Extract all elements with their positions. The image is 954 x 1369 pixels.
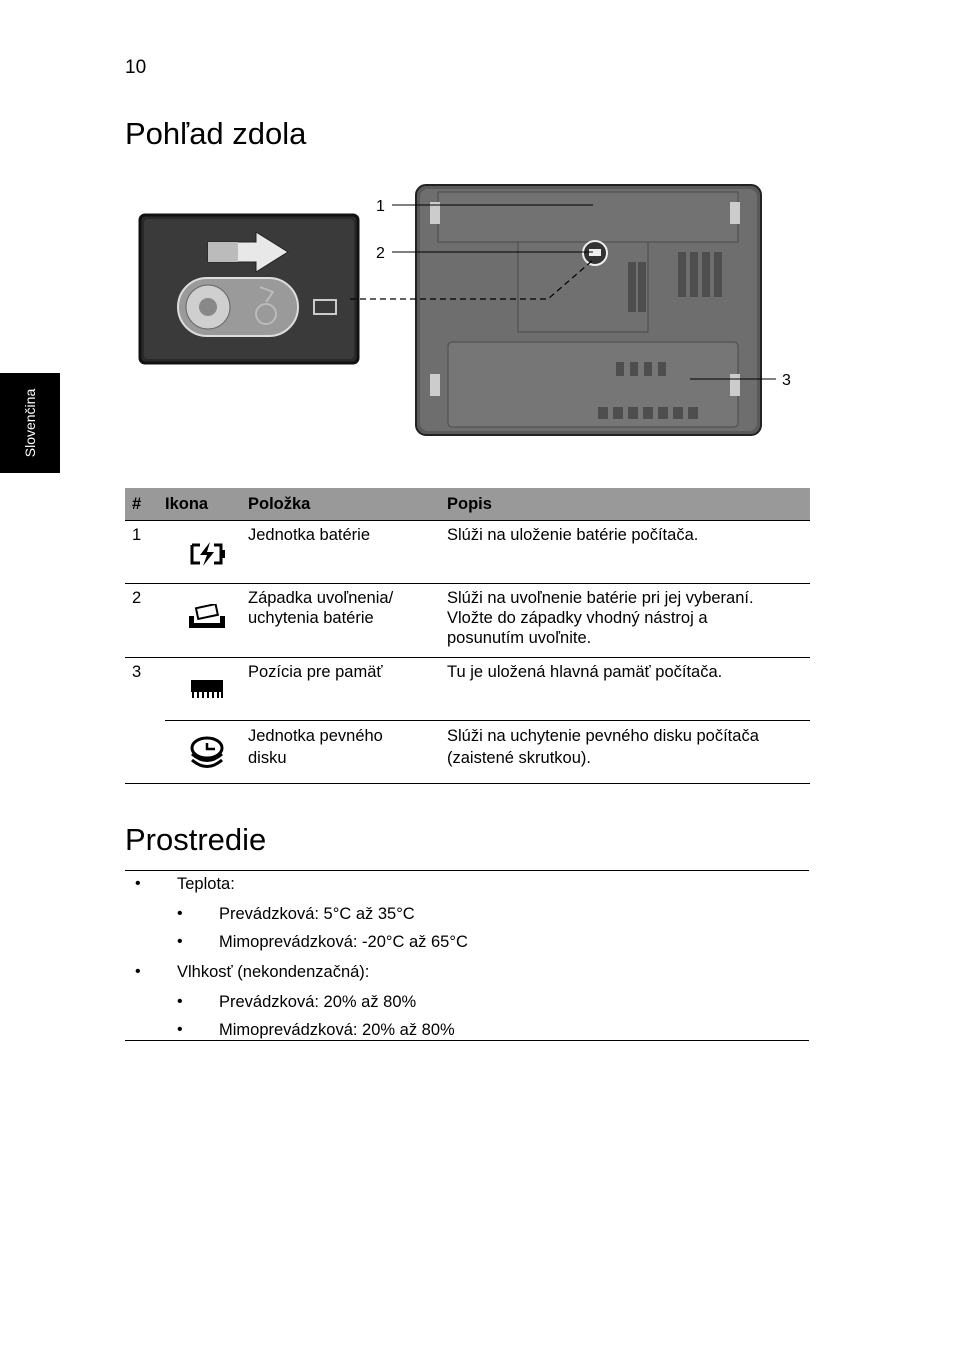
list-item: • Vlhkosť (nekondenzačná): [135, 963, 370, 981]
row-desc: Slúži na uchytenie pevného disku počítača (zaistené skrutkou). [447, 721, 810, 784]
row-num: 2 [125, 584, 165, 658]
header-desc: Popis [447, 488, 810, 521]
battery-release-latch-icon [187, 604, 227, 630]
table-row [125, 658, 810, 721]
laptop-bottom-illustration [138, 182, 798, 442]
section-title-environment: Prostredie [125, 822, 267, 857]
row-num [125, 721, 165, 784]
callout-2: 2 [376, 245, 385, 262]
list-item: • Mimoprevádzková: 20% až 80% [177, 1021, 455, 1039]
row-desc: Slúži na uloženie batérie počítača. [447, 521, 810, 584]
callout-1: 1 [376, 198, 385, 215]
table-row [125, 584, 810, 658]
row-num: 3 [132, 663, 142, 681]
table-row [125, 521, 810, 584]
row-item: Jednotka batérie [248, 521, 447, 584]
list-item: • Mimoprevádzková: -20°C až 65°C [177, 933, 468, 951]
bottom-view-figure [138, 182, 798, 442]
header-item: Položka [248, 488, 447, 521]
row-item: Západka uvoľnenia/ uchytenia batérie [248, 584, 447, 658]
table-row [125, 721, 810, 784]
header-icon: Ikona [165, 488, 248, 521]
list-item: • Prevádzková: 20% až 80% [177, 993, 417, 1011]
divider [125, 1040, 809, 1041]
battery-charge-icon [188, 541, 226, 567]
row-desc: Tu je uložená hlavná pamäť počítača. [447, 658, 810, 721]
row-item: Jednotka pevného disku [248, 721, 447, 784]
parts-table [125, 488, 810, 784]
language-label: Slovenčina [22, 388, 38, 458]
row-item: Pozícia pre pamäť [248, 658, 447, 721]
list-item: • Teplota: [135, 875, 235, 893]
list-item: • Prevádzková: 5°C až 35°C [177, 905, 415, 923]
memory-module-icon [189, 678, 225, 700]
language-side-tab [0, 373, 60, 473]
row-num: 1 [125, 521, 165, 584]
callout-3: 3 [782, 372, 791, 389]
row-desc: Slúži na uvoľnenie batérie pri jej vyberaní. Vložte do západky vhodný nástroj a posunutím uvoľnite. [447, 584, 810, 658]
environment-list [125, 871, 809, 1047]
section-title-bottom-view: Pohľad zdola [125, 116, 307, 151]
header-num: # [125, 488, 165, 521]
page-number: 10 [125, 57, 147, 78]
hard-disk-icon [189, 735, 225, 771]
table-header-row [125, 488, 810, 521]
